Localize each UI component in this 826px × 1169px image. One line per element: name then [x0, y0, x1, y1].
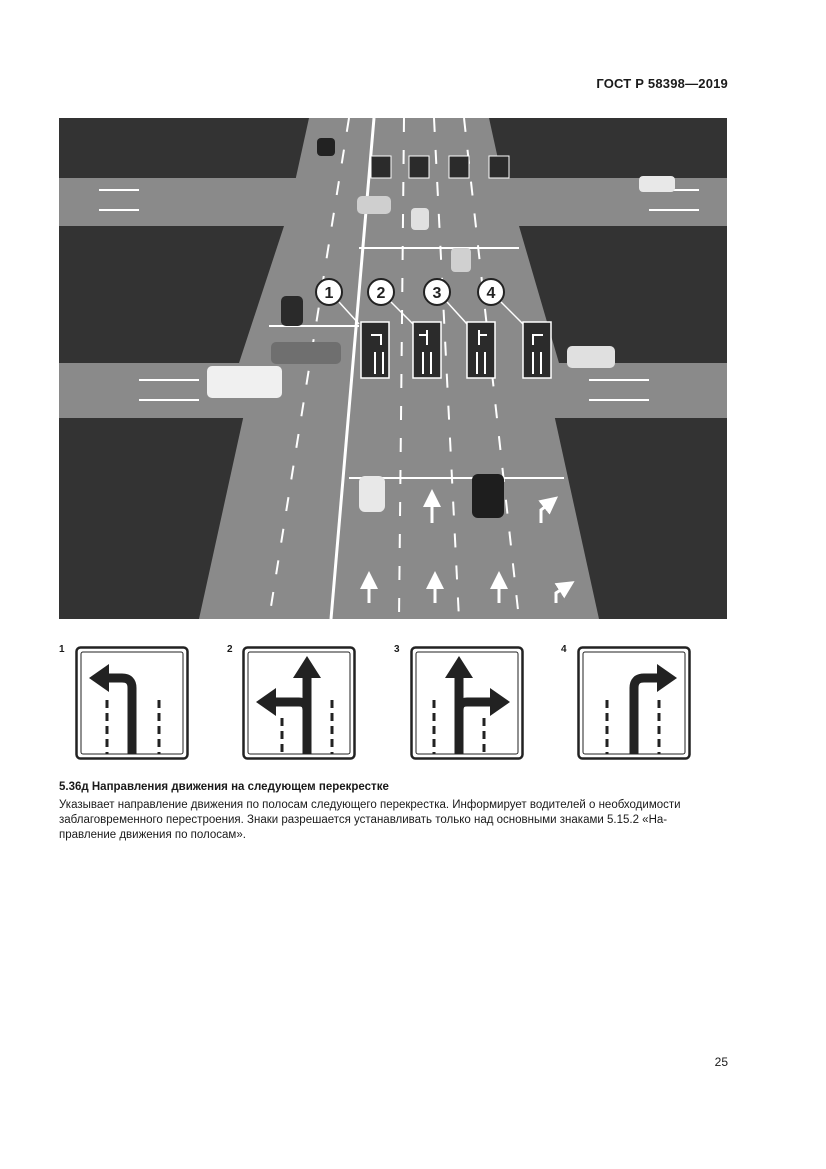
sign-4-right-icon: [577, 646, 691, 760]
car-dark: [472, 474, 504, 518]
car-upper: [357, 196, 391, 214]
callout-2: 2: [376, 285, 386, 302]
car-right: [567, 346, 615, 368]
section-body: [59, 798, 729, 843]
sign-number-2: 2: [227, 644, 233, 655]
intersection-illustration: [59, 118, 727, 619]
section-body-line-2: заблаговременного перестроения. Знаки разрешается устанавливать только над основными знаками 5.15.2 «На-: [59, 814, 668, 826]
callout-3: 3: [432, 285, 442, 302]
sign-number-3: 3: [394, 644, 400, 655]
car-left: [281, 296, 303, 326]
sign-3-straight-right-icon: [410, 646, 524, 760]
document-code: ГОСТ Р 58398—2019: [596, 76, 728, 91]
pickup: [271, 342, 341, 364]
sign-2-left-straight-icon: [242, 646, 356, 760]
callout-1: 1: [324, 285, 334, 302]
sign-number-1: 1: [59, 644, 65, 655]
car-white: [359, 476, 385, 512]
sign-1-left-icon: [75, 646, 189, 760]
section-body-line-3: правление движения по полосам».: [59, 829, 246, 841]
upper-cross-road: [59, 178, 727, 226]
section-title: 5.36д Направления движения на следующем перекрестке: [59, 781, 389, 793]
page-number: 25: [714, 1055, 728, 1069]
sign-number-4: 4: [561, 644, 567, 655]
callout-4: 4: [486, 285, 496, 302]
lower-cross-road: [59, 363, 727, 418]
signs-row: [59, 640, 727, 762]
section-body-line-1: Указывает направление движения по полосам следующего перекрестка. Информирует водителей о необходимости: [59, 799, 681, 811]
van-white: [207, 366, 282, 398]
